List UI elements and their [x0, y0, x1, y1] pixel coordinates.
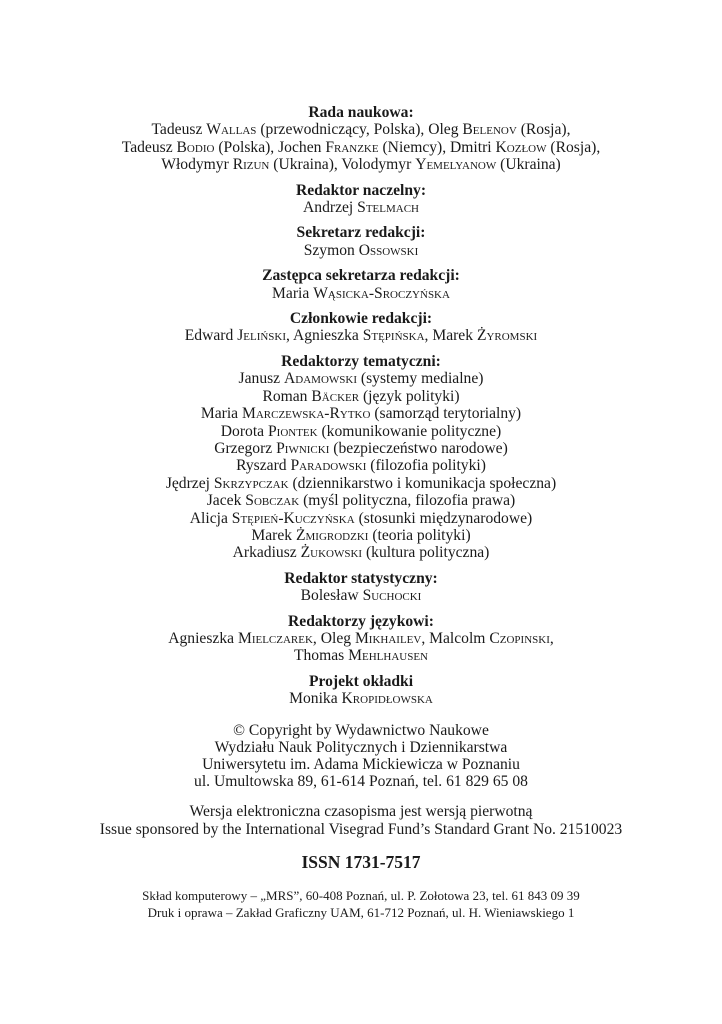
text-segment: (filozofia polityki)	[366, 457, 486, 475]
surname: Wąsicka-Sroczyńska	[313, 284, 450, 302]
surname: Skrzypczak	[213, 474, 289, 492]
text-segment: (Rosja),	[516, 121, 571, 139]
deputy-secretary-name	[0, 285, 722, 302]
scientific-board-section	[0, 104, 722, 174]
text-segment: (Rosja),	[546, 138, 601, 156]
surname: Stelmach	[357, 199, 419, 217]
surname: Żyromski	[476, 327, 538, 345]
text-segment: (stosunki międzynarodowe)	[354, 509, 533, 527]
cover-design-heading: Projekt okładki	[308, 672, 414, 690]
surname: Franzke	[325, 138, 379, 156]
editor-in-chief-section	[0, 182, 722, 217]
text-segment: Dorota	[220, 422, 268, 440]
text-segment: Grzegorz	[214, 439, 277, 457]
statistical-editor-section	[0, 570, 722, 605]
surname: Wallas	[206, 121, 257, 139]
surname: Stępień-Kuczyńska	[231, 509, 355, 527]
grant-note: Issue sponsored by the International Visegrad Fund’s Standard Grant No. 21510023	[99, 820, 623, 838]
text-segment: Szymon	[303, 241, 359, 259]
text-line	[0, 405, 722, 422]
surname: Kropidłowska	[341, 690, 433, 708]
surname: Jeliński	[237, 327, 287, 345]
text-line	[0, 630, 722, 647]
surname: Marczewska-Rytko	[241, 405, 371, 423]
cover-design-name	[0, 690, 722, 707]
surname: Piontek	[267, 422, 318, 440]
text-segment: (Ukraina)	[496, 156, 561, 174]
surname: Ossowski	[358, 241, 419, 259]
surname: Suchocki	[362, 587, 422, 605]
text-segment: Alicja	[189, 509, 232, 527]
thematic-editors-section	[0, 353, 722, 562]
text-segment: , Oleg	[312, 629, 355, 647]
surname: Paradowski	[290, 457, 367, 475]
text-segment: (Polska), Jochen	[214, 138, 326, 156]
surname: Żmigrodzki	[295, 526, 369, 544]
deputy-secretary-section	[0, 267, 722, 302]
text-segment: Włodymyr	[161, 156, 233, 174]
surname: Stępińska	[362, 327, 425, 345]
text-line	[0, 242, 722, 259]
text-line	[0, 156, 722, 173]
copyright-line: Wydziału Nauk Politycznych i Dziennikarstwa	[214, 738, 508, 756]
printing-line: Druk i oprawa – Zakład Graficzny UAM, 61-712 Poznań, ul. H. Wieniawskiego 1	[147, 904, 575, 920]
text-line	[0, 199, 722, 216]
text-segment: Agnieszka	[168, 629, 238, 647]
scientific-board-members	[0, 121, 722, 173]
surname: Mielczarek	[237, 629, 313, 647]
surname: Bodio	[176, 138, 215, 156]
text-segment: Tadeusz	[151, 121, 207, 139]
text-line	[0, 139, 722, 156]
board-members-names	[0, 327, 722, 344]
text-line	[0, 647, 722, 664]
text-segment: (teoria polityki)	[368, 526, 471, 544]
copyright-block	[0, 722, 722, 791]
surname: Adamowski	[284, 370, 357, 388]
surname: Czopinski	[489, 629, 550, 647]
text-segment: (komunikowanie polityczne)	[317, 422, 502, 440]
printing-info-block	[0, 888, 722, 921]
text-line	[0, 544, 722, 561]
surname: Mikhailev	[354, 629, 422, 647]
text-segment: Andrzej	[303, 199, 358, 217]
text-line	[0, 587, 722, 604]
text-segment: (Ukraina), Volodymyr	[269, 156, 416, 174]
editor-in-chief-heading: Redaktor naczelny:	[295, 181, 427, 199]
electronic-version-note: Wersja elektroniczna czasopisma jest wersją pierwotną	[189, 803, 533, 821]
text-line	[0, 327, 722, 344]
text-segment: Arkadiusz	[232, 544, 301, 562]
typesetting-line: Skład komputerowy – „MRS”, 60-408 Poznań, ul. P. Zołotowa 23, tel. 61 843 09 39	[142, 888, 580, 904]
secretary-name	[0, 242, 722, 259]
text-segment: , Agnieszka	[286, 327, 363, 345]
text-line	[0, 440, 722, 457]
surname: Yemelyanow	[415, 156, 497, 174]
secretary-heading: Sekretarz redakcji:	[296, 224, 426, 242]
text-segment: (systemy medialne)	[357, 370, 484, 388]
text-segment: (kultura polityczna)	[362, 544, 490, 562]
text-line	[0, 121, 722, 138]
surname: Piwnicki	[276, 439, 330, 457]
text-segment: (dziennikarstwo i komunikacja społeczna)	[288, 474, 557, 492]
surname: Mehlhausen	[348, 647, 428, 665]
text-segment: Jędrzej	[165, 474, 214, 492]
text-segment: ,	[549, 629, 554, 647]
text-segment: (język polityki)	[359, 387, 460, 405]
text-line	[0, 527, 722, 544]
surname: Sobczak	[245, 492, 300, 510]
text-segment: Roman	[262, 387, 312, 405]
text-line	[0, 423, 722, 440]
cover-design-section	[0, 673, 722, 708]
text-segment: Maria	[272, 284, 314, 302]
secretary-section	[0, 224, 722, 259]
copyright-line: © Copyright by Wydawnictwo Naukowe	[233, 721, 489, 739]
text-segment: Jacek	[206, 492, 246, 510]
surname: Żukowski	[300, 544, 363, 562]
text-segment: , Marek	[424, 327, 477, 345]
statistical-editor-heading: Redaktor statystyczny:	[284, 569, 438, 587]
text-line	[0, 457, 722, 474]
text-segment: (przewodniczący, Polska), Oleg	[256, 121, 463, 139]
text-segment: Tadeusz	[121, 138, 177, 156]
editor-in-chief-name	[0, 199, 722, 216]
text-segment: Monika	[289, 690, 342, 708]
surname: Belenov	[462, 121, 517, 139]
language-editors-names	[0, 630, 722, 665]
version-note-block	[0, 803, 722, 838]
surname: Rizun	[232, 156, 270, 174]
text-segment: (bezpieczeństwo narodowe)	[329, 439, 508, 457]
text-segment: , Malcolm	[421, 629, 490, 647]
language-editors-section	[0, 613, 722, 665]
copyright-line: Uniwersytetu im. Adama Mickiewicza w Poznaniu	[202, 756, 520, 773]
board-members-heading: Członkowie redakcji:	[289, 310, 433, 328]
text-line	[0, 690, 722, 707]
text-segment: Ryszard	[236, 457, 291, 475]
text-segment: (samorząd terytorialny)	[370, 405, 522, 423]
thematic-editors-heading: Redaktorzy tematyczni:	[281, 352, 441, 370]
copyright-address: ul. Umultowska 89, 61-614 Poznań, tel. 61 829 65 08	[194, 773, 528, 791]
statistical-editor-name	[0, 587, 722, 604]
text-segment: Maria	[200, 405, 242, 423]
text-segment: Thomas	[293, 647, 349, 665]
text-line	[0, 285, 722, 302]
board-members-section	[0, 310, 722, 345]
scientific-board-heading: Rada naukowa:	[308, 104, 414, 121]
text-segment: (myśl polityczna, filozofia prawa)	[299, 492, 516, 510]
text-line	[0, 370, 722, 387]
issn-number: ISSN 1731-7517	[301, 852, 421, 873]
text-segment: Marek	[251, 526, 296, 544]
surname: Bäcker	[311, 387, 360, 405]
text-line	[0, 475, 722, 492]
language-editors-heading: Redaktorzy językowi:	[288, 612, 434, 630]
text-segment: Edward	[184, 327, 238, 345]
text-segment: (Niemcy), Dmitri	[378, 138, 496, 156]
text-line	[0, 510, 722, 527]
text-segment: Janusz	[238, 370, 285, 388]
deputy-secretary-heading: Zastępca sekretarza redakcji:	[262, 267, 460, 285]
thematic-editors-list	[0, 370, 722, 561]
text-line	[0, 492, 722, 509]
text-segment: Bolesław	[300, 587, 363, 605]
surname: Kozłow	[495, 138, 547, 156]
text-line	[0, 388, 722, 405]
